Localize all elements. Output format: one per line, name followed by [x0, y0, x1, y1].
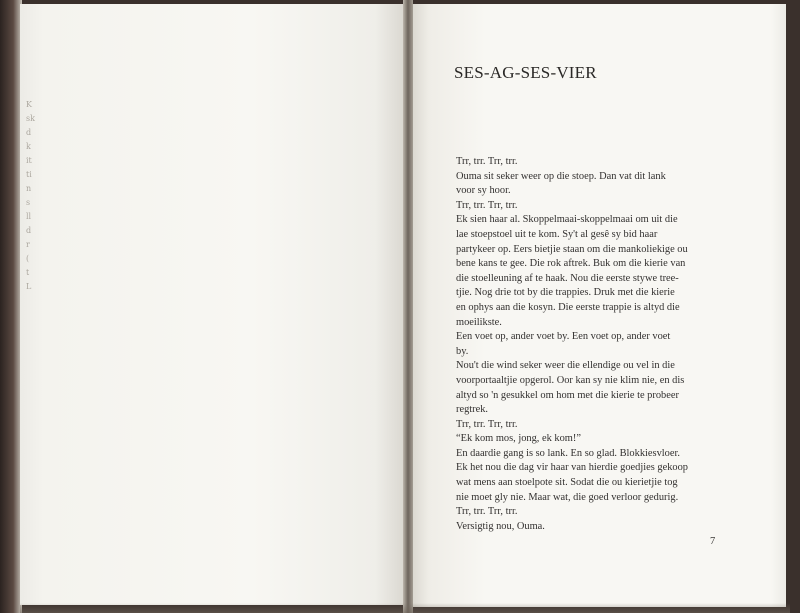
- text-line: partykeer op. Eers bietjie staan om die mankoliekige ou: [456, 243, 688, 255]
- text-line: altyd so 'n gesukkel om hom met die kierie te probeer: [456, 389, 679, 401]
- text-line: En daardie gang is so lank. En so glad. Blokkiesvloer.: [456, 447, 680, 459]
- bleed-letter: r: [26, 240, 30, 249]
- page-bottom-shadow: [20, 603, 790, 613]
- text-line: tjie. Nog drie tot by die trappies. Druk met die kierie: [456, 287, 675, 299]
- bleed-letter: d: [26, 128, 32, 137]
- bleed-letter: it: [26, 156, 32, 165]
- text-line: Ek sien haar al. Skoppelmaai-skoppelmaai om uit die: [456, 214, 678, 226]
- text-line: Trr, trr. Trr, trr.: [456, 506, 518, 518]
- text-line: “Ek kom mos, jong, ek kom!”: [456, 433, 581, 445]
- text-line: wat mens aan stoelpote sit. Sodat die ou kierietjie tog: [456, 477, 678, 489]
- text-line: Versigtig nou, Ouma.: [456, 520, 545, 532]
- bleed-letter: ti: [26, 170, 32, 179]
- bleed-letter: t: [26, 268, 30, 277]
- text-line: Ouma sit seker weer op die stoep. Dan vat dit lank: [456, 170, 666, 182]
- bleed-letter: s: [26, 198, 31, 207]
- left-page: [20, 4, 406, 605]
- chapter-title: SES-AG-SES-VIER: [454, 63, 597, 82]
- text-line: Trr, trr. Trr, trr.: [456, 199, 518, 211]
- text-line: Trr, trr. Trr, trr.: [456, 156, 518, 167]
- text-line: regtrek.: [456, 404, 489, 416]
- text-line: bene kans te gee. Die rok aftrek. Buk om die kierie van: [456, 258, 686, 270]
- text-line: nie moet gly nie. Maar wat, die goed verloor gedurig.: [456, 491, 679, 503]
- page-number: 7: [710, 536, 716, 547]
- book-edge-shadow: [0, 0, 22, 613]
- text-line: voorportaaltjie opgerol. Oor kan sy nie klim nie, en dis: [456, 374, 685, 386]
- text-line: lae stoepstoel uit te kom. Sy't al gesê sy bid haar: [456, 228, 658, 240]
- text-line: Een voet op, ander voet by. Een voet op, ander voet: [456, 331, 671, 343]
- bleed-letter: K: [26, 100, 32, 109]
- bleed-letter: d: [26, 226, 32, 235]
- text-line: en ophys aan die kosyn. Die eerste trappie is altyd die: [456, 301, 680, 313]
- text-line: Trr, trr. Trr, trr.: [456, 418, 518, 430]
- bleed-letter: n: [26, 184, 32, 193]
- bleed-letter: k: [26, 142, 31, 151]
- bleed-letter: (: [26, 254, 30, 263]
- text-line: die stoelleuning af te haak. Nou die eerste stywe tree-: [456, 272, 679, 284]
- text-line: voor sy hoor.: [456, 185, 511, 197]
- bleed-letter: sk: [26, 114, 35, 123]
- text-line: moeilikste.: [456, 316, 502, 328]
- text-line: by.: [456, 345, 469, 357]
- text-line: Ek het nou die dag vir haar van hierdie goedjies gekoop: [456, 462, 688, 474]
- bleed-letter: L: [26, 282, 32, 291]
- text-line: Nou't die wind seker weer die ellendige ou vel in die: [456, 360, 675, 372]
- chapter-body-text: [456, 155, 728, 534]
- book-gutter: [403, 0, 413, 613]
- bleed-letter: ll: [26, 212, 32, 221]
- margin-bleed-through: [26, 98, 42, 294]
